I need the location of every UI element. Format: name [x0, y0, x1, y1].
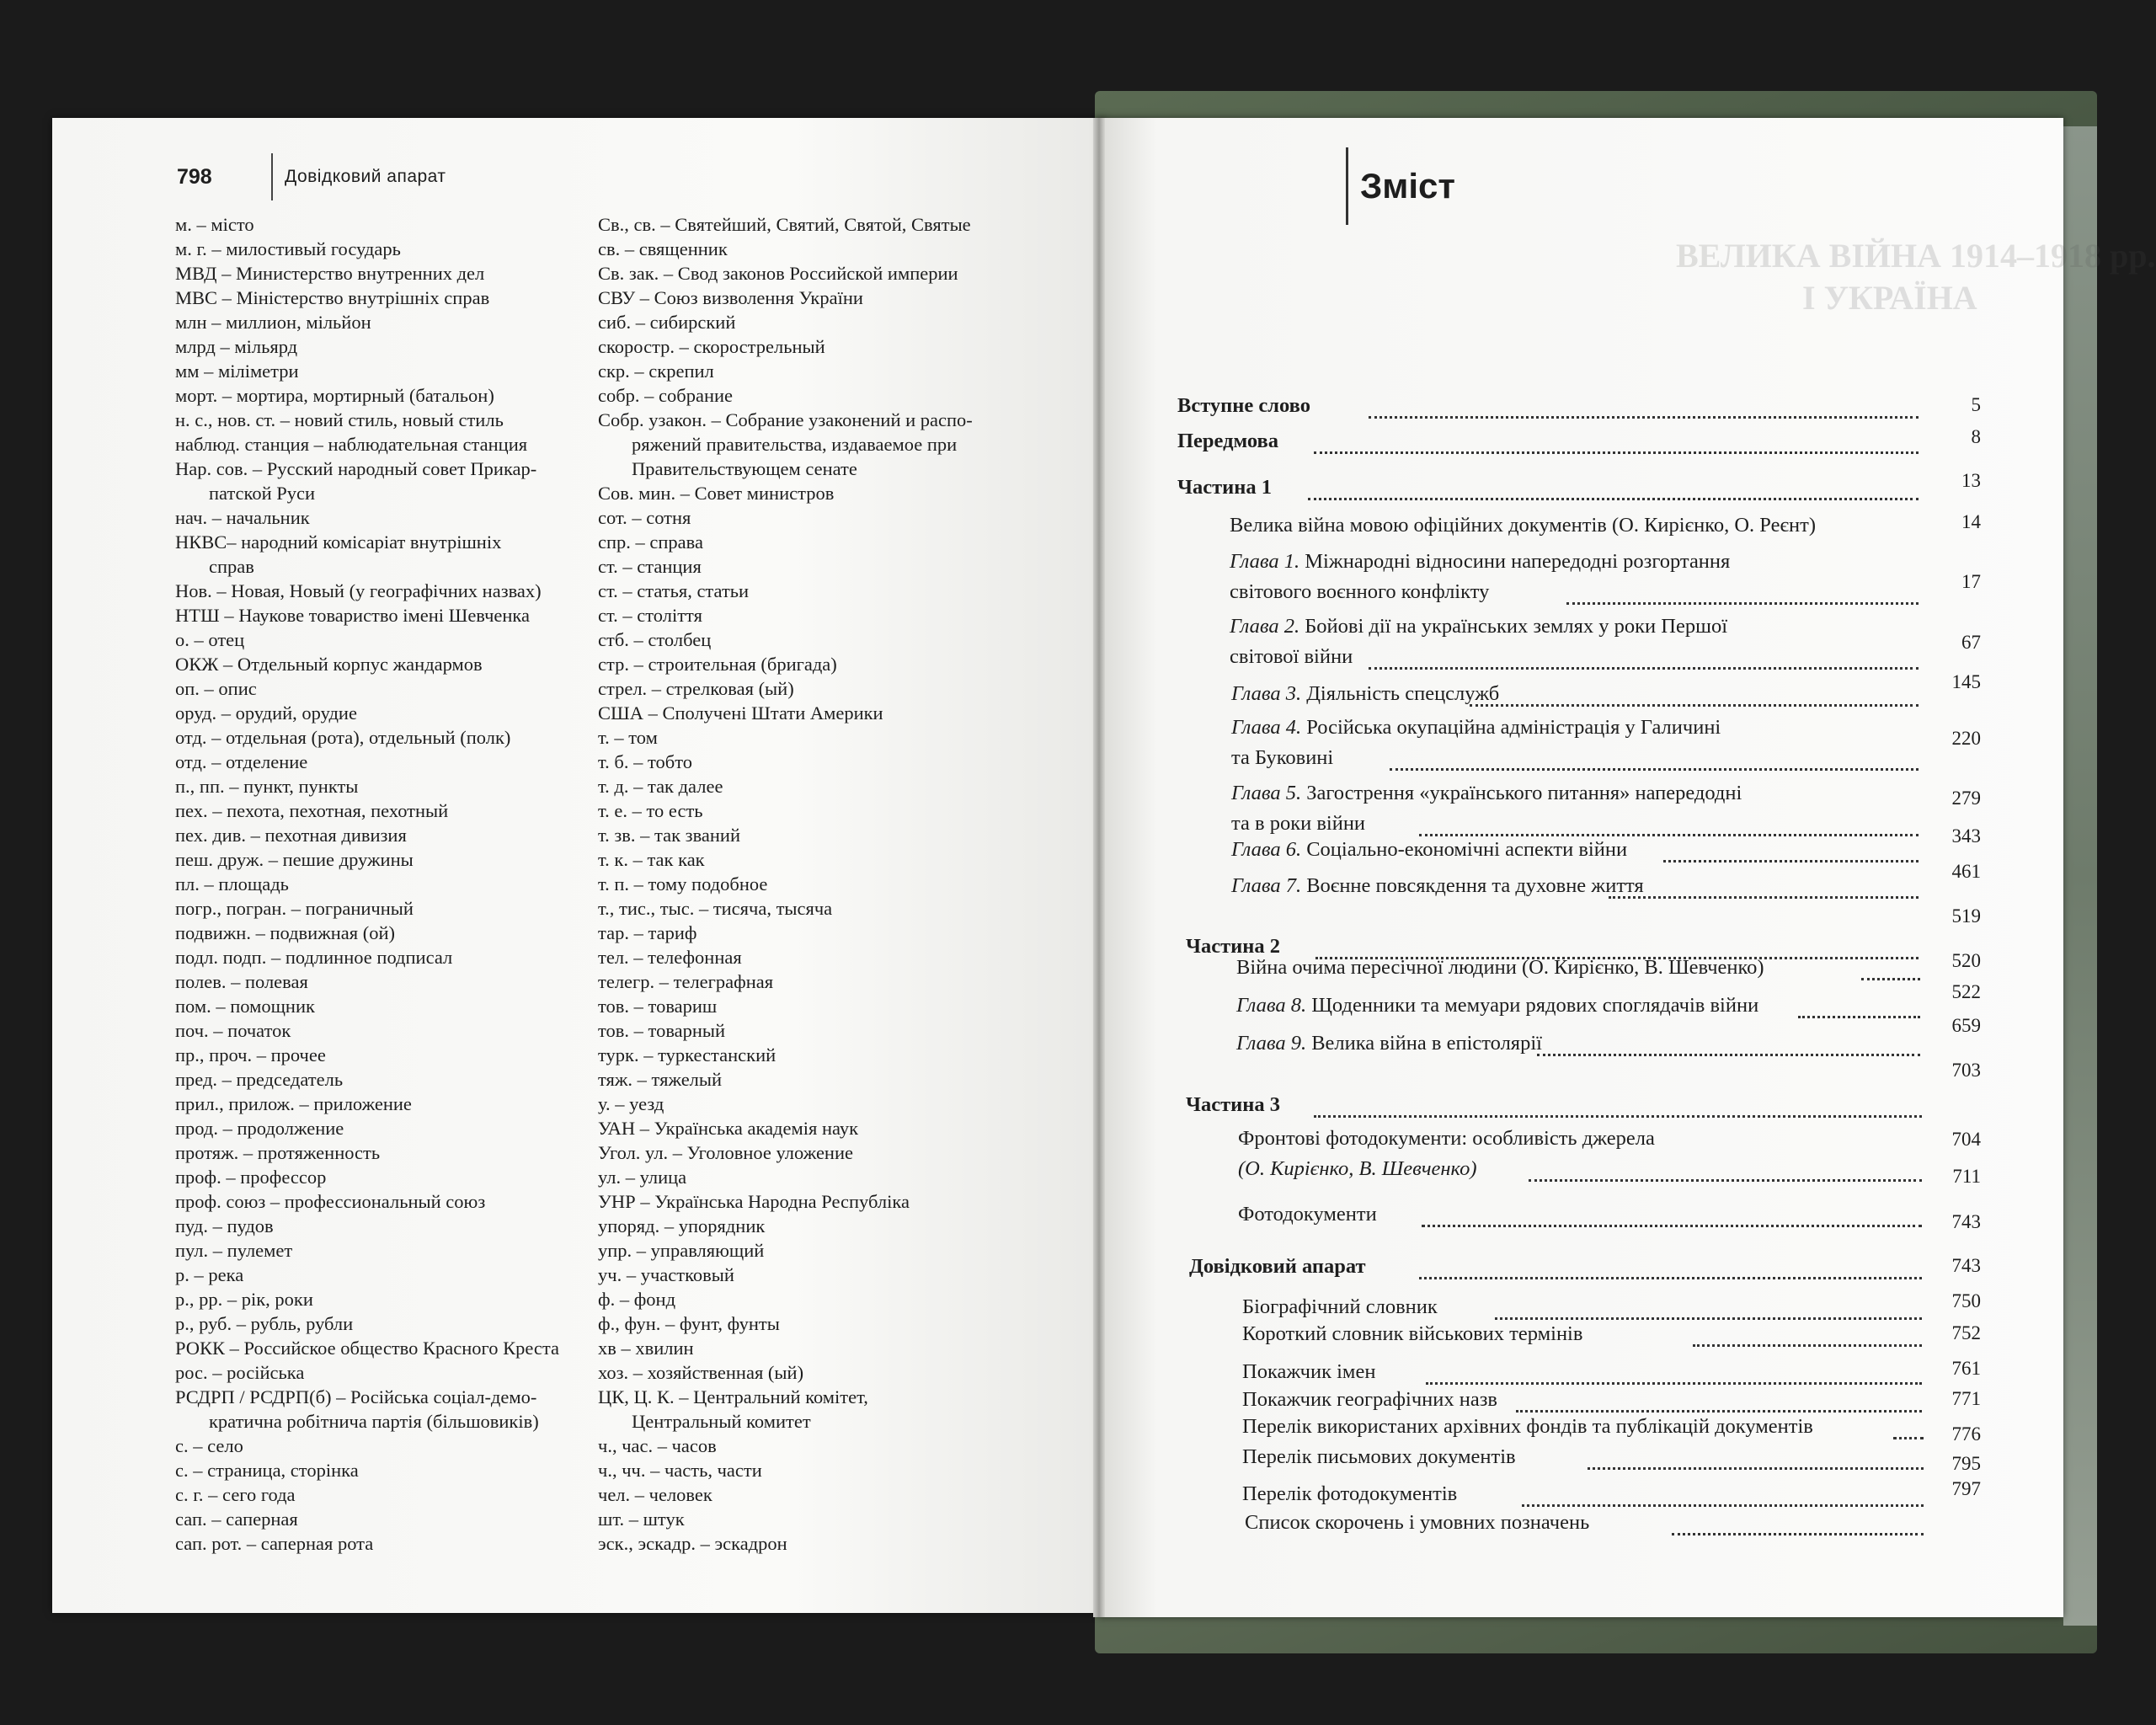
toc-entry-title: Вступне слово: [1177, 394, 1310, 417]
toc-page-number: 797: [1951, 1478, 1981, 1499]
abbreviation-entry: тов. – товариш: [598, 996, 718, 1017]
toc-entry[interactable]: [1236, 956, 1764, 980]
abbreviation-entry: ОКЖ – Отдельный корпус жандармов: [175, 654, 483, 675]
abbreviation-entry: о. – отец: [175, 629, 245, 650]
abbreviation-entry: УНР – Українська Народна Республіка: [598, 1191, 910, 1212]
chapter-label: Глава 7.: [1231, 874, 1302, 897]
abbreviation-entry: подл. подп. – подлинное подписал: [175, 947, 453, 968]
abbreviation-entry: мм – міліметри: [175, 360, 299, 382]
abbreviation-entry: турк. – туркестанский: [598, 1044, 776, 1065]
dot-leader: [1369, 416, 1919, 419]
abbreviation-entry: м. – місто: [175, 214, 254, 235]
dot-leader: [1419, 834, 1919, 836]
toc-entry-title: Велика війна в епістолярії: [1311, 1032, 1542, 1055]
toc-entry[interactable]: [1242, 1295, 1438, 1319]
toc-entry[interactable]: [1230, 615, 1727, 638]
dot-leader: [1537, 1054, 1920, 1056]
abbreviation-entry: упр. – управляющий: [598, 1240, 765, 1261]
toc-entry-title: Список скорочень і умовних позначень: [1245, 1511, 1590, 1534]
toc-entry[interactable]: [1189, 1255, 1366, 1279]
toc-page-number: 743: [1951, 1211, 1981, 1232]
running-head: [177, 160, 446, 194]
toc-page-number: 752: [1951, 1322, 1981, 1343]
toc-entry-title: Фотодокументи: [1238, 1203, 1377, 1226]
toc-entry-title: Соціально-економічні аспекти війни: [1306, 838, 1628, 861]
abbreviation-entry: пеш. друж. – пешие дружины: [175, 849, 414, 870]
toc-entry-continuation: світової війни: [1230, 645, 1353, 668]
dot-leader: [1314, 1115, 1922, 1118]
chapter-label: Глава 2.: [1230, 615, 1300, 638]
toc-entry-title: Біографічний словник: [1242, 1295, 1438, 1318]
book-gutter: [1093, 118, 1105, 1617]
abbreviation-entry: пуд. – пудов: [175, 1215, 274, 1236]
chapter-label: Глава 5.: [1231, 782, 1302, 804]
toc-entry[interactable]: [1236, 1032, 1542, 1055]
toc-entry-title: Війна очима пересічної людини (О. Кирієнко, В. Шевченко): [1236, 956, 1764, 979]
toc-entry-title: Російська окупаційна адміністрація у Галичині: [1306, 716, 1721, 739]
abbreviation-entry: спр. – справа: [598, 531, 703, 553]
abbreviation-entry: собр. – собрание: [598, 385, 734, 406]
toc-entry[interactable]: [1231, 682, 1499, 706]
abbreviation-entry: сап. – саперная: [175, 1509, 298, 1530]
toc-page-number: 67: [1961, 632, 1981, 653]
toc-page-number: 14: [1961, 511, 1981, 532]
toc-page-number: 659: [1951, 1015, 1981, 1036]
abbreviation-entry: м. г. – милостивый государь: [175, 238, 401, 259]
abbreviation-entry: т. б. – тобто: [598, 751, 692, 772]
abbreviation-entry: ст. – станция: [598, 556, 702, 577]
abbreviation-entry: Угол. ул. – Уголовное уложение: [598, 1142, 854, 1163]
toc-entry-title: Перелік письмових документів: [1242, 1445, 1516, 1468]
toc-page-number: 761: [1951, 1358, 1981, 1379]
abbreviation-entry: УАН – Українська академія наук: [598, 1118, 859, 1139]
abbreviation-entry: н. с., нов. ст. – новий стиль, новый стиль: [175, 409, 504, 430]
abbreviation-entry: чел. – человек: [598, 1484, 712, 1505]
abbreviation-entry: МВД – Министерство внутренних дел: [175, 263, 485, 284]
toc-page-number: 522: [1951, 981, 1981, 1002]
abbreviation-entry: Собр. узакон. – Собрание узаконений и распо-: [598, 409, 973, 430]
abbreviation-entry: наблюд. станция – наблюдательная станция: [175, 434, 528, 455]
abbreviation-entry: эск., эскадр. – эскадрон: [598, 1533, 787, 1554]
abbreviation-entry: подвижн. – подвижная (ой): [175, 922, 396, 943]
toc-entry[interactable]: [1238, 1127, 1655, 1151]
dot-leader: [1609, 896, 1919, 899]
toc-entry-title: Перелік використаних архівних фондів та публікацій документів: [1242, 1415, 1813, 1438]
toc-entry[interactable]: [1177, 430, 1278, 453]
abbreviation-entry: тов. – товарный: [598, 1020, 726, 1041]
title-divider: [1346, 147, 1348, 225]
abbreviation-entry: у. – уезд: [598, 1093, 664, 1114]
abbreviation-entry: проф. союз – профессиональный союз: [175, 1191, 486, 1212]
toc-entry-continuation: (О. Кирієнко, В. Шевченко): [1238, 1157, 1477, 1180]
toc-entry[interactable]: [1231, 716, 1721, 740]
running-title: Довідковий апарат: [285, 167, 446, 186]
dot-leader: [1588, 1467, 1924, 1470]
abbreviation-entry: пом. – помощник: [175, 996, 315, 1017]
toc-page-number: 17: [1961, 571, 1981, 592]
abbreviation-entry: т. п. – тому подобное: [598, 873, 768, 895]
abbreviation-entry: Св. зак. – Свод законов Российской империи: [598, 263, 958, 284]
abbreviation-entry: т. к. – так как: [598, 849, 705, 870]
abbreviation-entry: п., пп. – пункт, пункты: [175, 776, 359, 797]
abbreviation-entry: оруд. – орудий, орудие: [175, 702, 357, 724]
abbreviation-entry: Нов. – Новая, Новый (у географічних назвах): [175, 580, 542, 601]
toc-entry-title: Частина 2: [1186, 935, 1280, 958]
abbreviation-entry: отд. – отдельная (рота), отдельный (полк): [175, 727, 511, 748]
toc-entry-title: Воєнне повсякдення та духовне життя: [1306, 874, 1644, 897]
toc-page-number: 704: [1951, 1129, 1981, 1150]
abbreviation-entry: США – Сполучені Штати Америки: [598, 702, 883, 724]
abbreviation-entry: пул. – пулемет: [175, 1240, 293, 1261]
abbreviation-entry: стр. – строительная (бригада): [598, 654, 837, 675]
dot-leader: [1529, 1179, 1922, 1182]
abbreviation-entry: с. – страница, сторінка: [175, 1460, 359, 1481]
toc-entry-title: Частина 3: [1186, 1093, 1280, 1116]
chapter-label: Глава 6.: [1231, 838, 1302, 861]
abbreviation-entry: ул. – улица: [598, 1167, 687, 1188]
abbreviation-entry: Правительствующем сенате: [632, 458, 857, 479]
abbreviation-entry: телегр. – телеграфная: [598, 971, 774, 992]
toc-entry[interactable]: [1230, 550, 1730, 574]
abbreviation-entry: ч., час. – часов: [598, 1435, 717, 1456]
abbreviation-entry: т. д. – так далее: [598, 776, 723, 797]
abbreviation-entry: справ: [209, 556, 254, 577]
abbreviation-entry: шт. – штук: [598, 1509, 685, 1530]
chapter-label: Глава 8.: [1236, 994, 1307, 1017]
abbreviation-entry: ст. – століття: [598, 605, 702, 626]
abbreviation-entry: тяж. – тяжелый: [598, 1069, 723, 1090]
toc-entry[interactable]: [1238, 1203, 1377, 1226]
abbreviation-entry: МВС – Міністерство внутрішніх справ: [175, 287, 490, 308]
abbreviation-entry: Св., св. – Святейший, Святий, Святой, Святые: [598, 214, 971, 235]
toc-entry-title: Діяльність спецслужб: [1306, 682, 1500, 705]
abbreviation-entry: р. – река: [175, 1264, 244, 1285]
abbreviation-entry: тел. – телефонная: [598, 947, 742, 968]
toc-entry-title: Передмова: [1177, 430, 1278, 452]
faint-title-line-2: І УКРАЇНА: [1802, 279, 1977, 317]
toc-entry[interactable]: [1186, 1093, 1280, 1117]
abbreviations-column-2: [598, 212, 973, 1556]
toc-page-number: 5: [1971, 394, 1981, 415]
abbreviation-entry: пр., проч. – прочее: [175, 1044, 326, 1065]
head-divider: [271, 153, 273, 200]
abbreviation-entry: Нар. сов. – Русский народный совет Прикар-: [175, 458, 537, 479]
toc-entry-title: Міжнародні відносини напередодні розгортання: [1305, 550, 1731, 573]
abbreviation-entry: морт. – мортира, мортирный (батальон): [175, 385, 494, 406]
abbreviation-entry: млн – миллион, мільйон: [175, 312, 371, 333]
toc-page-number: 8: [1971, 426, 1981, 447]
toc-entry[interactable]: [1236, 994, 1758, 1017]
toc-page-number: 220: [1951, 728, 1981, 749]
toc-page-number: 743: [1951, 1255, 1981, 1276]
abbreviation-entry: СВУ – Союз визволення України: [598, 287, 863, 308]
toc-entry[interactable]: [1177, 476, 1272, 499]
toc-title: [1346, 147, 1455, 225]
toc-page-number: 771: [1951, 1388, 1981, 1409]
toc-page-number: 750: [1951, 1290, 1981, 1311]
abbreviation-entry: сап. рот. – саперная рота: [175, 1533, 374, 1554]
toc-entry-title: Бойові дії на українських землях у роки Першої: [1305, 615, 1728, 638]
toc-entry-title: Перелік фотодокументів: [1242, 1482, 1458, 1505]
toc-entry[interactable]: [1242, 1388, 1497, 1412]
page-number: 798: [177, 164, 212, 189]
dot-leader: [1693, 1344, 1922, 1347]
dot-leader: [1672, 1533, 1924, 1535]
toc-entry[interactable]: [1242, 1322, 1582, 1346]
abbreviation-entry: р., руб. – рубль, рубли: [175, 1313, 354, 1334]
chapter-label: Глава 1.: [1230, 550, 1300, 573]
abbreviation-entry: т., тис., тыс. – тисяча, тысяча: [598, 898, 833, 919]
abbreviation-entry: поч. – початок: [175, 1020, 291, 1041]
toc-page-number: 145: [1951, 671, 1981, 692]
toc-entry[interactable]: [1245, 1511, 1589, 1535]
toc-entry[interactable]: [1231, 838, 1627, 862]
toc-entry[interactable]: [1231, 874, 1644, 898]
abbreviation-entry: полев. – полевая: [175, 971, 308, 992]
abbreviation-entry: уч. – участковый: [598, 1264, 734, 1285]
abbreviation-entry: проф. – профессор: [175, 1167, 327, 1188]
abbreviation-entry: рос. – російська: [175, 1362, 305, 1383]
toc-entry-title: Частина 1: [1177, 476, 1272, 499]
abbreviation-entry: ряжений правительства, издаваемое при: [632, 434, 958, 455]
abbreviation-entry: р., рр. – рік, роки: [175, 1289, 313, 1310]
abbreviation-entry: с. – село: [175, 1435, 243, 1456]
abbreviation-entry: скоростр. – скорострельный: [598, 336, 825, 357]
toc-entry-title: Щоденники та мемуари рядових споглядачів війни: [1311, 994, 1759, 1017]
abbreviation-entry: пл. – площадь: [175, 873, 289, 895]
abbreviation-entry: стрел. – стрелковая (ый): [598, 678, 794, 699]
abbreviation-entry: нач. – начальник: [175, 507, 310, 528]
toc-page-number: 13: [1961, 470, 1981, 491]
toc-heading: Зміст: [1360, 166, 1455, 206]
abbreviation-entry: Центральный комитет: [632, 1411, 811, 1432]
abbreviation-entry: ф., фун. – фунт, фунты: [598, 1313, 780, 1334]
toc-entry[interactable]: [1242, 1445, 1516, 1469]
dot-leader: [1369, 667, 1919, 670]
abbreviation-entry: ЦК, Ц. К. – Центральний комітет,: [598, 1386, 868, 1407]
dot-leader: [1663, 860, 1919, 862]
toc-page-number: 520: [1951, 950, 1981, 971]
dot-leader: [1426, 1382, 1922, 1385]
abbreviation-entry: отд. – отделение: [175, 751, 308, 772]
abbreviation-entry: НТШ – Наукове товариство імені Шевченка: [175, 605, 530, 626]
abbreviation-entry: т. зв. – так званий: [598, 825, 741, 846]
abbreviation-entry: прил., прилож. – приложение: [175, 1093, 412, 1114]
toc-entry-title: Покажчик імен: [1242, 1360, 1376, 1383]
abbreviation-entry: упоряд. – упорядник: [598, 1215, 766, 1236]
toc-entry-title: Короткий словник військових термінів: [1242, 1322, 1583, 1345]
abbreviation-entry: прод. – продолжение: [175, 1118, 344, 1139]
abbreviation-entry: ст. – статья, статьи: [598, 580, 750, 601]
abbreviation-entry: т. е. – то есть: [598, 800, 703, 821]
abbreviation-entry: млрд – мільярд: [175, 336, 298, 357]
dot-leader: [1861, 978, 1920, 980]
abbreviation-entry: протяж. – протяженность: [175, 1142, 381, 1163]
abbreviation-entry: НКВС– народний комісаріат внутрішніх: [175, 531, 502, 553]
dot-leader: [1522, 1504, 1924, 1507]
toc-page-number: 711: [1952, 1166, 1981, 1187]
toc-entry[interactable]: [1186, 935, 1280, 959]
toc-entry[interactable]: [1230, 514, 1816, 537]
dot-leader: [1308, 498, 1919, 500]
dot-leader: [1314, 451, 1919, 454]
toc-entry[interactable]: [1231, 782, 1742, 805]
abbreviation-entry: пех. – пехота, пехотная, пехотный: [175, 800, 449, 821]
abbreviation-entry: св. – священник: [598, 238, 728, 259]
toc-entry-title: Покажчик географічних назв: [1242, 1388, 1497, 1411]
abbreviation-entry: пред. – председатель: [175, 1069, 344, 1090]
toc-page-number: 795: [1951, 1453, 1981, 1474]
abbreviation-entry: сиб. – сибирский: [598, 312, 736, 333]
toc-page-number: 279: [1951, 788, 1981, 809]
cover-edge: [2063, 126, 2097, 1626]
abbreviation-entry: т. – том: [598, 727, 658, 748]
abbreviation-entry: скр. – скрепил: [598, 360, 714, 382]
abbreviation-entry: кратична робітнича партія (більшовиків): [209, 1411, 539, 1432]
chapter-label: Глава 3.: [1231, 682, 1302, 705]
abbreviation-entry: тар. – тариф: [598, 922, 697, 943]
toc-entry-title: Довідковий апарат: [1189, 1255, 1366, 1278]
abbreviation-entry: ч., чч. – часть, части: [598, 1460, 762, 1481]
toc-page-number: 519: [1951, 905, 1981, 927]
abbreviation-entry: стб. – столбец: [598, 629, 712, 650]
dot-leader: [1495, 1317, 1922, 1320]
chapter-label: Глава 4.: [1231, 716, 1302, 739]
dot-leader: [1390, 768, 1919, 771]
abbreviation-entry: РОКК – Российское общество Красного Креста: [175, 1338, 559, 1359]
abbreviation-entry: погр., погран. – пограничный: [175, 898, 414, 919]
abbreviation-entry: хоз. – хозяйственная (ый): [598, 1362, 804, 1383]
abbreviation-entry: Сов. мин. – Совет министров: [598, 483, 835, 504]
toc-entry[interactable]: [1242, 1415, 1813, 1439]
faint-title-line-1: ВЕЛИКА ВІЙНА 1914–1918 рр.: [1676, 237, 2156, 275]
toc-page-number: 776: [1951, 1423, 1981, 1445]
abbreviation-entry: сот. – сотня: [598, 507, 691, 528]
toc-entry-continuation: та Буковині: [1231, 746, 1334, 769]
abbreviation-entry: патской Руси: [209, 483, 316, 504]
abbreviation-entry: хв – хвилин: [598, 1338, 694, 1359]
toc-entry-title: Велика війна мовою офіційних документів (О. Кирієнко, О. Реєнт): [1230, 514, 1816, 537]
toc-entry[interactable]: [1242, 1360, 1375, 1384]
abbreviation-entry: оп. – опис: [175, 678, 257, 699]
toc-entry-continuation: світового воєнного конфлікту: [1230, 580, 1490, 603]
toc-entry-title: Загострення «українського питання» напередодні: [1306, 782, 1742, 804]
toc-entry-title: Фронтові фотодокументи: особливість джерела: [1238, 1127, 1655, 1150]
toc-page-number: 703: [1951, 1060, 1981, 1081]
dot-leader: [1422, 1225, 1922, 1227]
dot-leader: [1798, 1016, 1920, 1018]
dot-leader: [1470, 704, 1919, 707]
dot-leader: [1566, 602, 1919, 605]
chapter-label: Глава 9.: [1236, 1032, 1307, 1055]
abbreviation-entry: ф. – фонд: [598, 1289, 676, 1310]
toc-entry-continuation: та в роки війни: [1231, 812, 1366, 835]
abbreviation-entry: пех. див. – пехотная дивизия: [175, 825, 407, 846]
toc-page-number: 343: [1951, 825, 1981, 846]
abbreviations-column-1: [175, 212, 559, 1556]
toc-entry[interactable]: [1177, 394, 1310, 418]
abbreviation-entry: с. г. – сего года: [175, 1484, 296, 1505]
toc-page-number: 461: [1951, 861, 1981, 882]
dot-leader: [1419, 1277, 1922, 1279]
toc-entry[interactable]: [1242, 1482, 1457, 1506]
abbreviation-entry: РСДРП / РСДРП(б) – Російська соціал-демо-: [175, 1386, 537, 1407]
dot-leader: [1516, 1410, 1922, 1413]
